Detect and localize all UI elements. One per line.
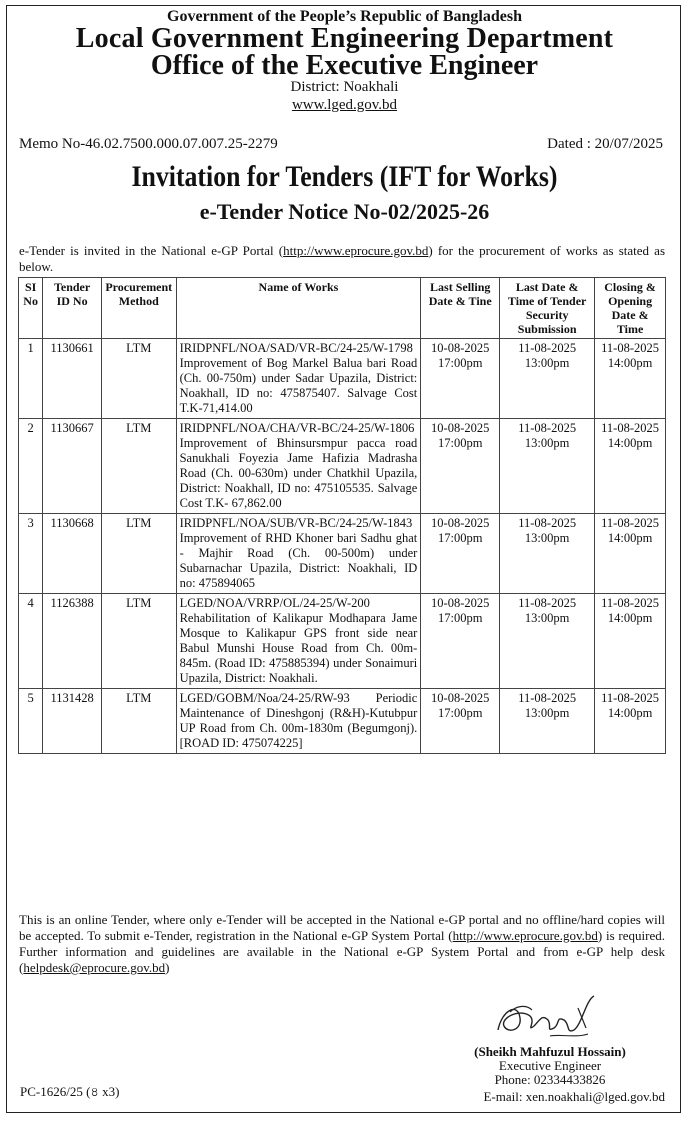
selling-time: 17:00pm <box>437 706 483 720</box>
security-time: 13:00pm <box>524 356 570 370</box>
security-cell <box>500 594 595 689</box>
closing-time: 14:00pm <box>607 531 653 545</box>
closing-date: 11-08-2025 <box>601 596 660 610</box>
security-date: 11-08-2025 <box>518 421 577 435</box>
col-header-sl: SI No <box>19 278 43 339</box>
closing-time: 14:00pm <box>607 436 653 450</box>
website-link[interactable]: www.lged.gov.bd <box>291 97 398 113</box>
sl-cell: 2 <box>19 419 43 514</box>
selling-cell <box>421 689 500 754</box>
footer-text-3: ) <box>165 960 170 975</box>
security-date: 11-08-2025 <box>518 516 577 530</box>
footer-paragraph <box>19 912 665 976</box>
works-cell: IRIDPNFL/NOA/SAD/VR-BC/24-25/W-1798 Improvement of Bog Markel Balua bari Road (Ch. 00-750m) under Sadar Upazila, District: Noakhall, ID no: 475875407. Salvage Cost T.K-71,414.00 <box>176 339 421 419</box>
method-cell: LTM <box>101 689 176 754</box>
selling-date: 10-08-2025 <box>431 596 490 610</box>
notice-title: Invitation for Tenders (IFT for Works) <box>131 160 558 193</box>
security-date: 11-08-2025 <box>518 596 577 610</box>
security-cell <box>500 419 595 514</box>
security-cell <box>500 689 595 754</box>
works-cell: IRIDPNFL/NOA/CHA/VR-BC/24-25/W-1806 Improvement of Bhinsursmpur pacca road Sanukhali Foyezia Jame Hafizia Madrasha Road (Ch. 00-630m) under Chatkhil Upazila, District: Noakhall, ID no: 475105535. Salvage Cost T.K- 67,862.00 <box>176 419 421 514</box>
selling-time: 17:00pm <box>437 531 483 545</box>
security-time: 13:00pm <box>524 531 570 545</box>
tender-id-cell: 1130667 <box>43 419 102 514</box>
intro-text-after: ) for the procurement of works as stated as below. <box>19 243 665 274</box>
notice-subtitle: e-Tender Notice No-02/2025-26 <box>199 199 490 224</box>
government-line: Government of the People’s Republic of Bangladesh <box>167 8 522 25</box>
sl-cell: 1 <box>19 339 43 419</box>
works-cell: LGED/NOA/VRRP/OL/24-25/W-200 Rehabilitation of Kalikapur Modhapara Jame Mosque to Kalikapur GPS front side near Babul Munshi House Road from Ch. 00m- 845m. (Road ID: 475885394) under Sonaimuri Upazila, District: Noakhali. <box>176 594 421 689</box>
selling-date: 10-08-2025 <box>431 421 490 435</box>
col-header-last-selling: Last Selling Date & Tine <box>421 278 500 339</box>
closing-time: 14:00pm <box>607 356 653 370</box>
security-cell <box>500 339 595 419</box>
closing-date: 11-08-2025 <box>601 341 660 355</box>
tender-id-cell: 1126388 <box>43 594 102 689</box>
table-row <box>19 689 666 754</box>
method-cell: LTM <box>101 339 176 419</box>
memo-number: Memo No-46.02.7500.000.07.007.25-2279 <box>19 136 278 152</box>
footer-text-1: This is an online Tender, where only e-Tender will be accepted in the National e-GP portal and no offline/hard copies will be accepted. To submit e-Tender, registration in the National e-GP System Portal ( <box>19 912 665 943</box>
footer-text-2: ) is required. Further information and guidelines are available in the National e-GP System Portal and from e-GP help desk ( <box>19 928 665 975</box>
helpdesk-email-link[interactable]: helpdesk@eprocure.gov.bd <box>23 960 166 975</box>
office-name: Office of the Executive Engineer <box>150 50 539 81</box>
security-time: 13:00pm <box>524 706 570 720</box>
col-header-security: Last Date & Time of Tender Security Submission <box>500 278 595 339</box>
col-header-method: Procurement Method <box>101 278 176 339</box>
method-cell: LTM <box>101 419 176 514</box>
intro-paragraph <box>19 243 665 275</box>
security-date: 11-08-2025 <box>518 341 577 355</box>
signatory-phone: Phone: 02334433826 <box>494 1072 606 1087</box>
table-row <box>19 419 666 514</box>
method-cell: LTM <box>101 514 176 594</box>
department-name: Local Government Engineering Department <box>75 23 614 54</box>
closing-date: 11-08-2025 <box>601 691 660 705</box>
closing-time: 14:00pm <box>607 706 653 720</box>
col-header-works: Name of Works <box>176 278 421 339</box>
selling-time: 17:00pm <box>437 356 483 370</box>
security-time: 13:00pm <box>524 436 570 450</box>
signatory-email[interactable]: E-mail: xen.noakhali@lged.gov.bd <box>483 1089 665 1104</box>
closing-cell <box>595 339 666 419</box>
pc-reference: PC-1626/25 (৪ x3) <box>20 1084 120 1099</box>
tender-table <box>18 277 666 754</box>
handwritten-signature <box>490 990 610 1045</box>
closing-time: 14:00pm <box>607 611 653 625</box>
tender-id-cell: 1130661 <box>43 339 102 419</box>
sl-cell: 4 <box>19 594 43 689</box>
selling-cell <box>421 419 500 514</box>
sl-cell: 5 <box>19 689 43 754</box>
method-cell: LTM <box>101 594 176 689</box>
closing-cell <box>595 689 666 754</box>
selling-time: 17:00pm <box>437 436 483 450</box>
security-time: 13:00pm <box>524 611 570 625</box>
col-header-tender-id: Tender ID No <box>43 278 102 339</box>
egp-portal-link-footer[interactable]: http://www.eprocure.gov.bd <box>452 928 598 943</box>
letterhead <box>0 8 689 114</box>
closing-date: 11-08-2025 <box>601 516 660 530</box>
selling-date: 10-08-2025 <box>431 691 490 705</box>
sl-cell: 3 <box>19 514 43 594</box>
table-row <box>19 339 666 419</box>
selling-time: 17:00pm <box>437 611 483 625</box>
egp-portal-link[interactable]: http://www.eprocure.gov.bd <box>283 243 429 258</box>
selling-date: 10-08-2025 <box>431 341 490 355</box>
district-line: District: Noakhali <box>290 79 399 95</box>
closing-date: 11-08-2025 <box>601 421 660 435</box>
table-header-row <box>19 278 666 339</box>
memo-date: Dated : 20/07/2025 <box>547 136 663 152</box>
signatory-block <box>430 1045 670 1087</box>
table-row <box>19 594 666 689</box>
security-date: 11-08-2025 <box>518 691 577 705</box>
selling-cell <box>421 514 500 594</box>
signatory-name: (Sheikh Mahfuzul Hossain) <box>474 1044 626 1059</box>
tender-id-cell: 1130668 <box>43 514 102 594</box>
closing-cell <box>595 419 666 514</box>
signatory-designation: Executive Engineer <box>498 1058 602 1073</box>
table-row <box>19 514 666 594</box>
security-cell <box>500 514 595 594</box>
selling-cell <box>421 339 500 419</box>
works-cell: LGED/GOBM/Noa/24-25/RW-93 Periodic Maintenance of Dineshgonj (R&H)-Kutubpur UP Road from Ch. 00m-1830m (Begumgonj). [ROAD ID: 475074225] <box>176 689 421 754</box>
selling-cell <box>421 594 500 689</box>
closing-cell <box>595 514 666 594</box>
tender-id-cell: 1131428 <box>43 689 102 754</box>
works-cell: IRIDPNFL/NOA/SUB/VR-BC/24-25/W-1843 Improvement of RHD Khoner bari Sadhu ghat - Majhir Road (Ch. 00-500m) under Subarnachar Upazila, District: Noakhali, ID no: 475894065 <box>176 514 421 594</box>
selling-date: 10-08-2025 <box>431 516 490 530</box>
col-header-closing: Closing & Opening Date & Time <box>595 278 666 339</box>
intro-text-before: e-Tender is invited in the National e-GP Portal ( <box>19 243 284 258</box>
closing-cell <box>595 594 666 689</box>
